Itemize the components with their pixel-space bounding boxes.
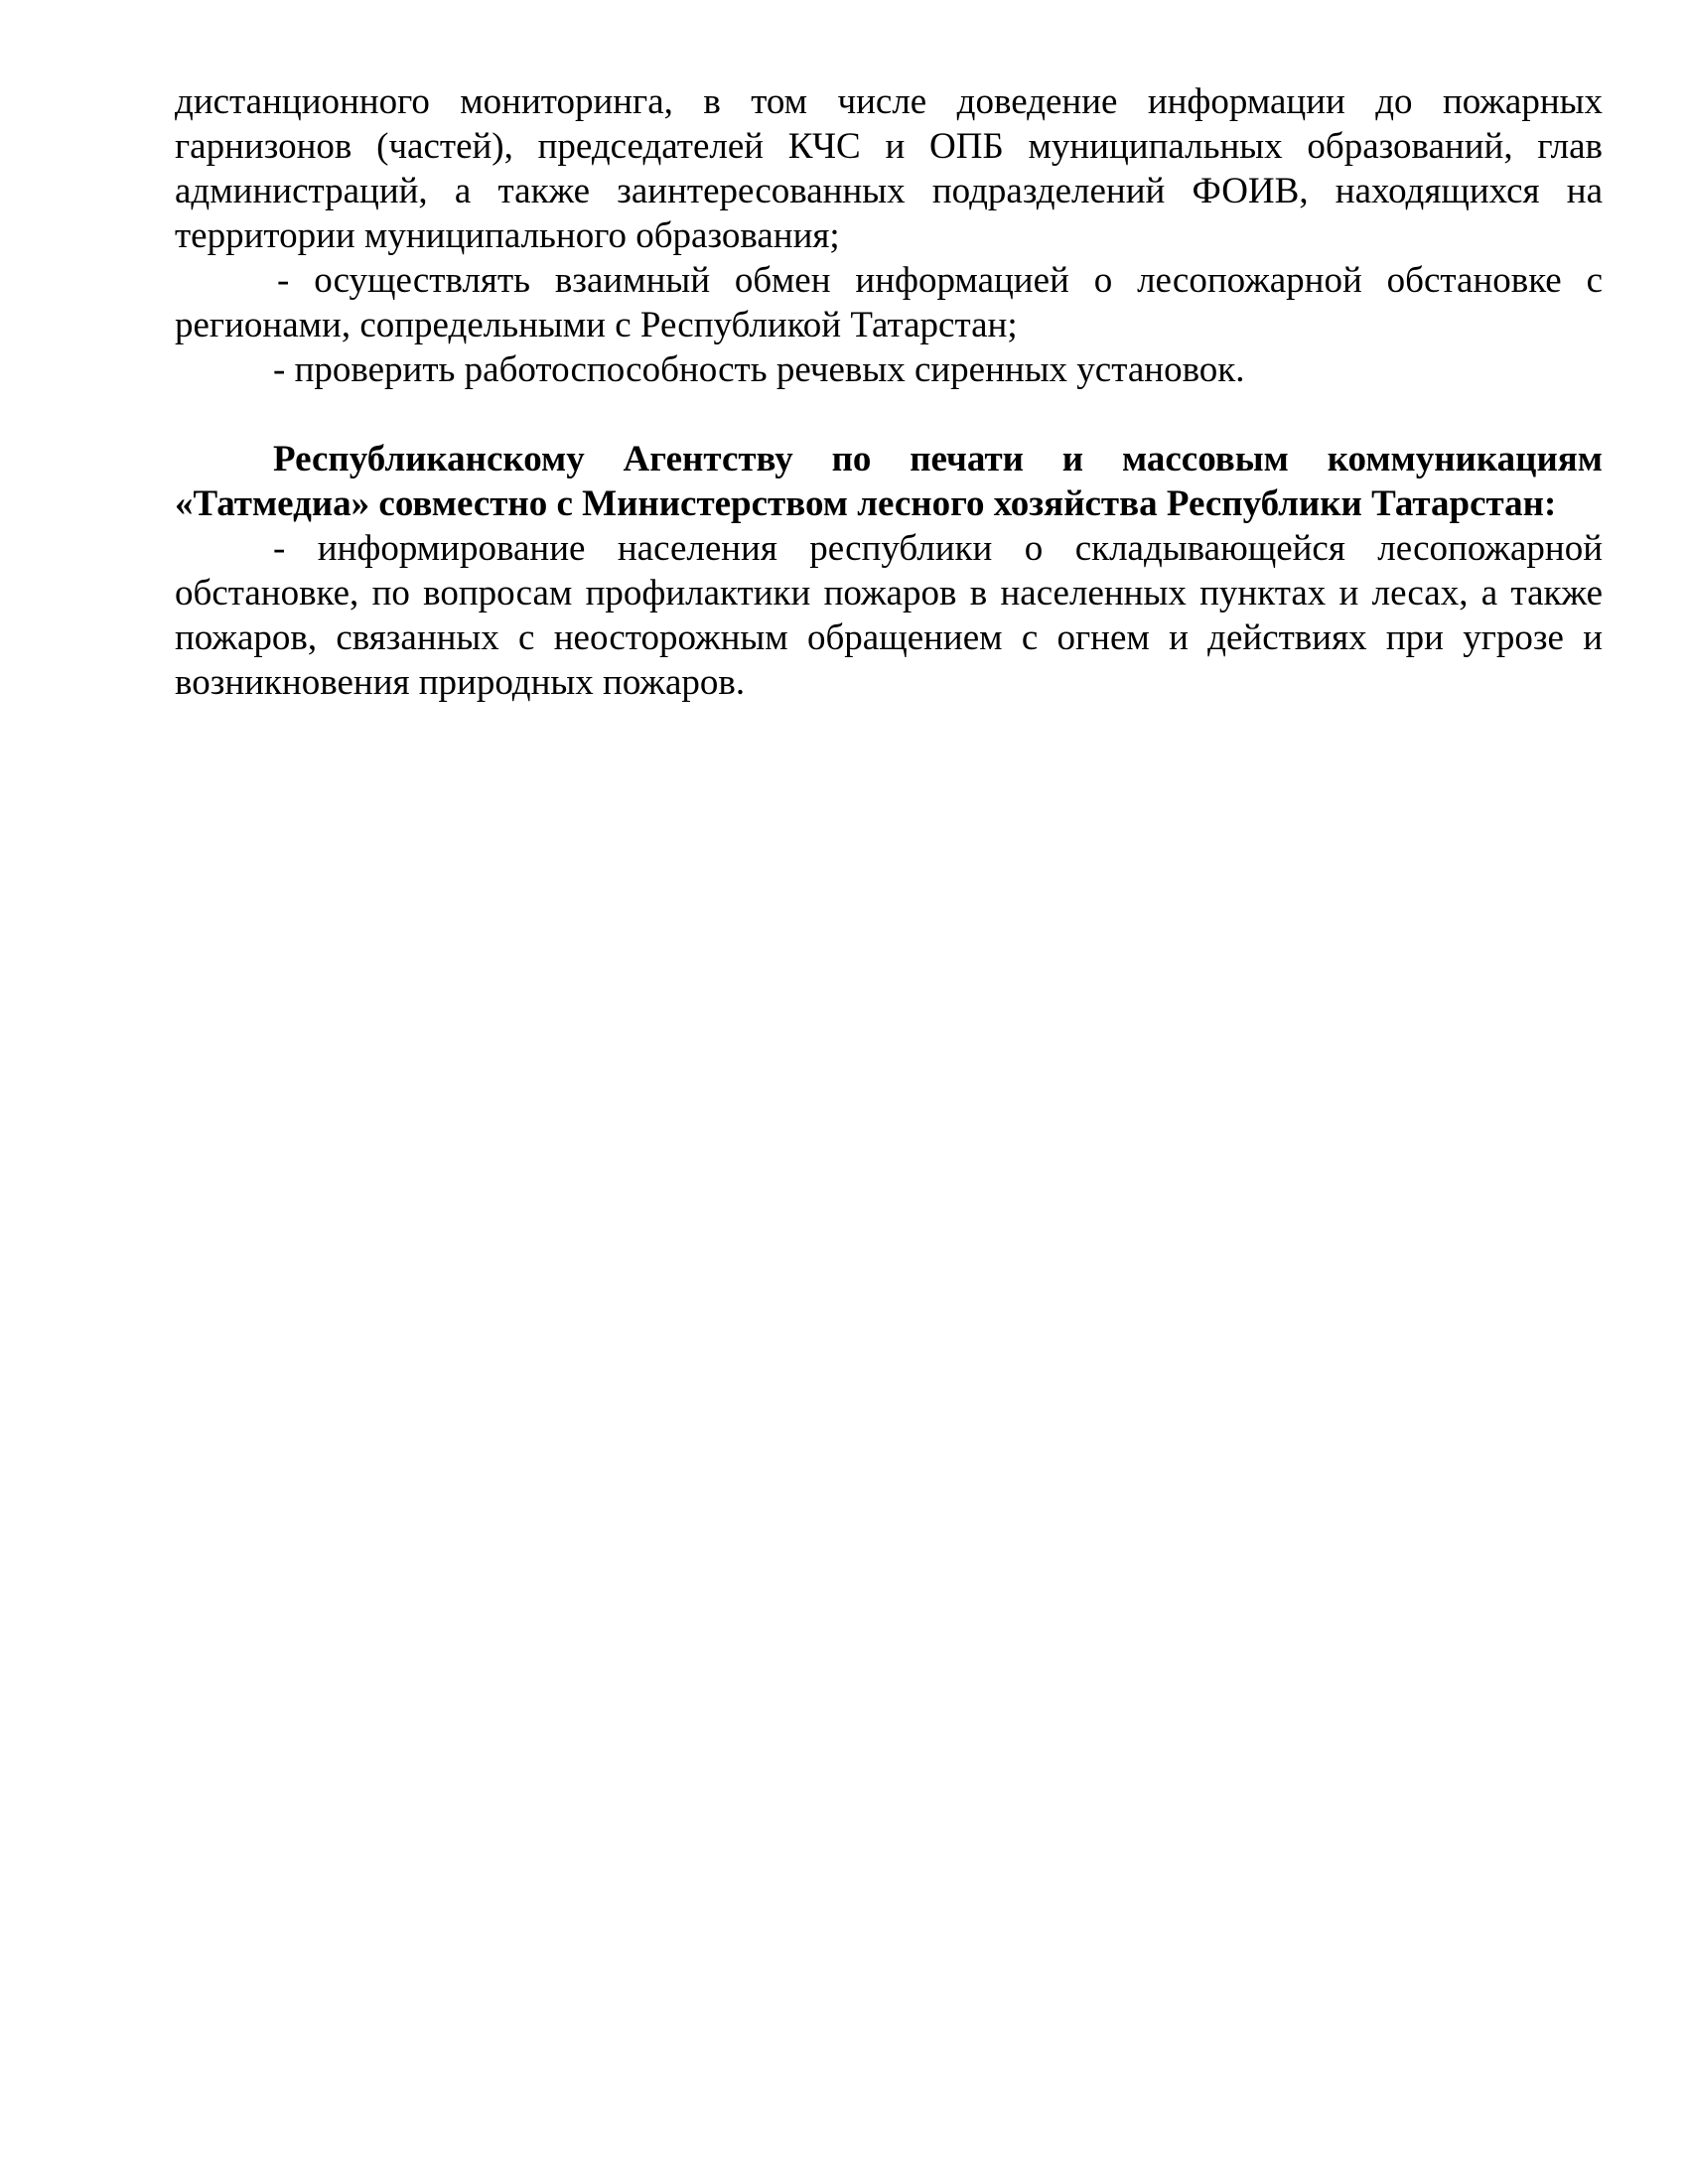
- paragraph-information-exchange: - осуществлять взаимный обмен информацией о лесопожарной обстановке с регионами, сопредельными с Республикой Татарстан;: [175, 260, 1603, 345]
- paragraph-spacer: [175, 392, 1603, 437]
- paragraph-tatmedia-heading: Республиканскому Агентству по печати и массовым коммуникациям «Татмедиа» совместно с Министерством лесного хозяйства Республики Татарстан:: [175, 439, 1603, 524]
- paragraph-monitoring: дистанционного мониторинга, в том числе доведение информации до пожарных гарнизонов (частей), председателей КЧС и ОПБ муниципальных образований, глав администраций, а также заинтересованных подразделений ФОИВ, находящихся на территории муниципального образования;: [175, 81, 1603, 256]
- paragraph-siren-check: - проверить работоспособность речевых сиренных установок.: [273, 349, 1245, 390]
- paragraph-public-informing: - информирование населения республики о складывающейся лесопожарной обстановке, по вопросам профилактики пожаров в населенных пунктах и лесах, а также пожаров, связанных с неосторожным обращением с огнем и действиях при угрозе и возникновения природных пожаров.: [175, 528, 1603, 703]
- document-body: [175, 79, 1603, 705]
